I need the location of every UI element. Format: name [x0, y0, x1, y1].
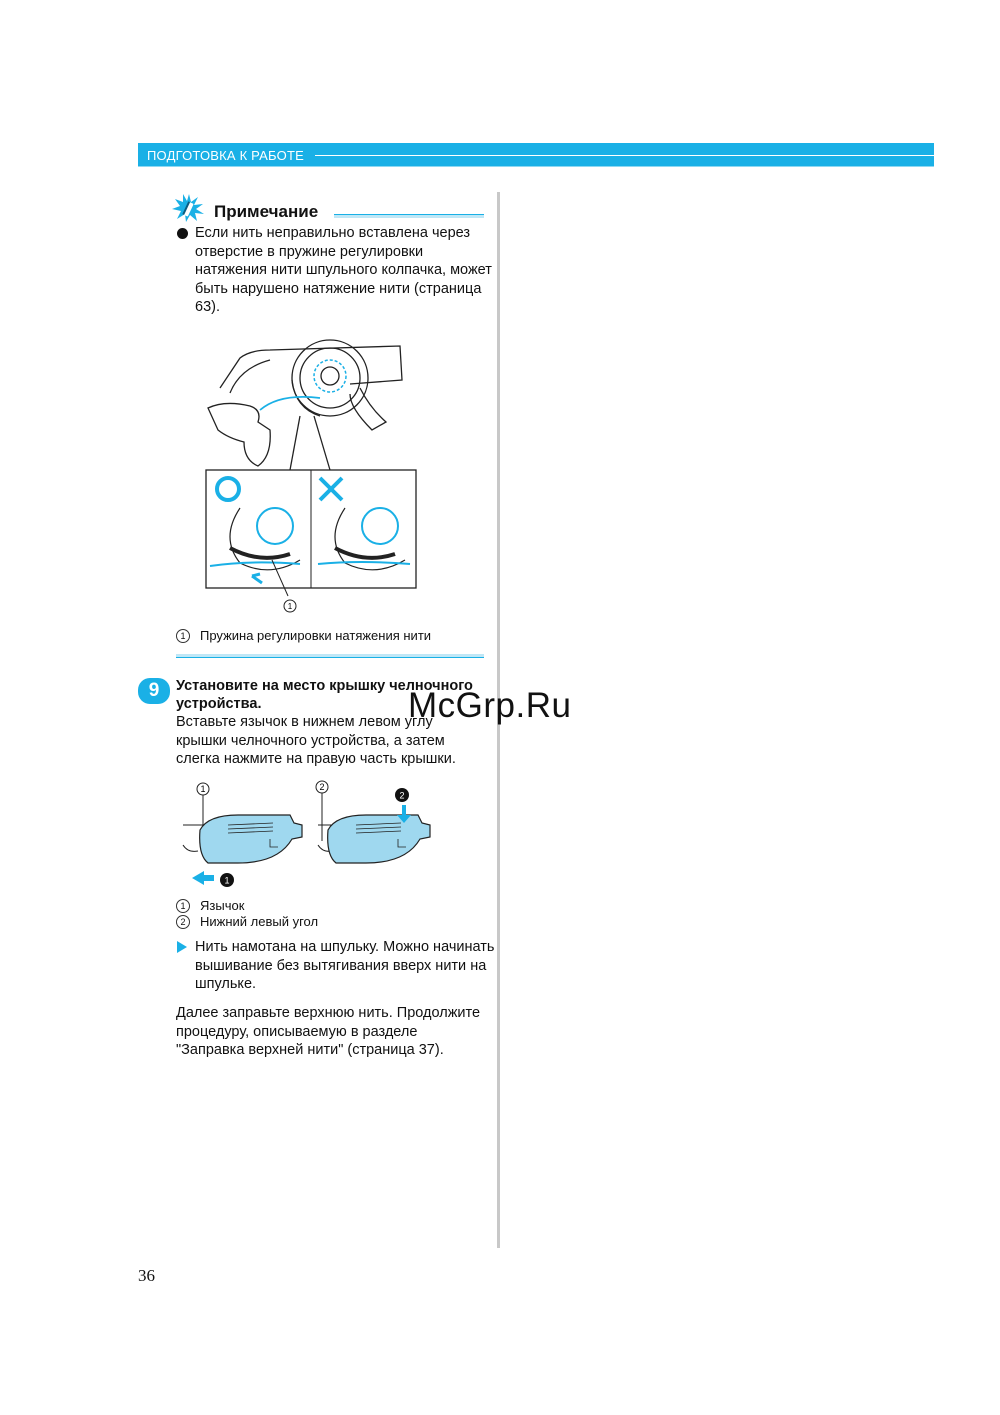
watermark: McGrp.Ru — [408, 686, 572, 725]
legend-text: Пружина регулировки натяжения нити — [200, 628, 432, 643]
legend-number: 1 — [176, 629, 190, 643]
figure2-callout-2: 2 — [319, 782, 325, 792]
step-number-badge: 9 — [138, 678, 170, 704]
figure2-action-1: 1 — [224, 875, 230, 886]
page-number: 36 — [138, 1266, 155, 1285]
note-title: Примечание — [214, 202, 319, 221]
note-title-rule — [334, 214, 484, 218]
note-end-rule — [176, 654, 484, 658]
section-header-underline — [138, 166, 934, 167]
figure1-callout: 1 — [287, 602, 293, 611]
bullet-icon — [177, 228, 188, 239]
note-figure-legend — [176, 628, 431, 643]
next-step-text: Далее заправьте верхнюю нить. Продолжите процедуру, описываемую в разделе "Заправка верхней нити" (страница 37). — [176, 1005, 481, 1058]
note-icon — [172, 194, 206, 222]
result-arrow-icon — [177, 941, 187, 953]
cover-plate-figure — [178, 775, 448, 895]
note-text: Если нить неправильно вставлена через отверстие в пружине регулировки натяжения нити шпульного колпачка, может быть нарушено натяжение нити (страница 63). — [195, 225, 492, 315]
step-figure-legend — [176, 898, 318, 930]
section-title: ПОДГОТОВКА К РАБОТЕ — [147, 148, 304, 163]
section-header-line — [315, 155, 934, 156]
bobbin-thread-figure — [200, 338, 422, 618]
legend-row: 1 Язычок — [176, 898, 318, 914]
arrow-left-icon — [192, 871, 214, 885]
figure2-action-2: 2 — [399, 790, 405, 801]
section-header-bar — [138, 143, 934, 166]
result-text: Нить намотана на шпульку. Можно начинать вышивание без вытягивания вверх нити на шпульке. — [195, 939, 495, 992]
figure2-callout-1: 1 — [200, 784, 206, 794]
legend-row: 2 Нижний левый угол — [176, 914, 318, 930]
step-text: Вставьте язычок в нижнем левом углу крышки челночного устройства, а затем слегка нажмите на правую часть крышки. — [176, 714, 456, 767]
step-title: Установите на место крышку челночного устройства. — [176, 678, 473, 712]
